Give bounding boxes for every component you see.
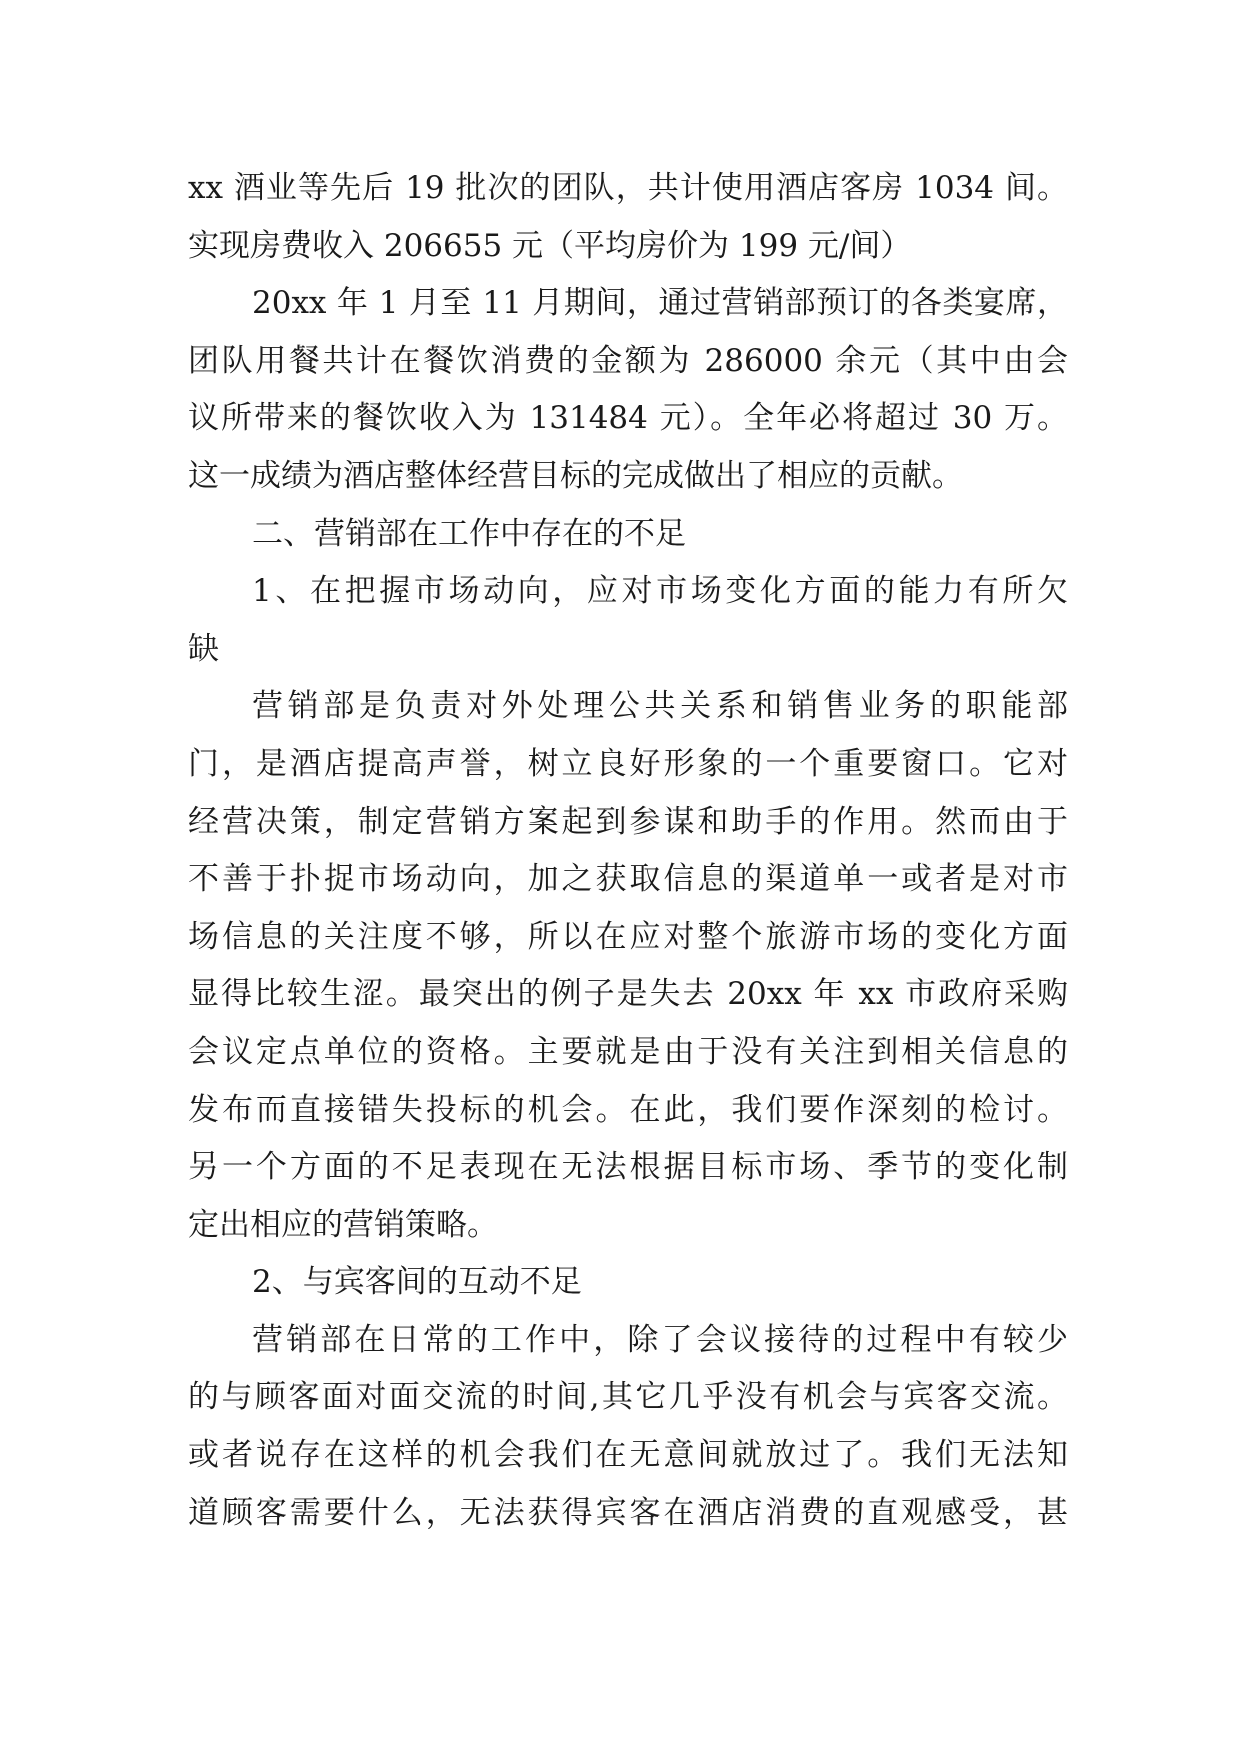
text-line: 另一个方面的不足表现在无法根据目标市场、季节的变化制 bbox=[188, 1149, 1068, 1186]
text-line: 或者说存在这样的机会我们在无意间就放过了。我们无法知 bbox=[188, 1437, 1068, 1474]
paragraph-start-line: 营销部是负责对外处理公共关系和销售业务的职能部 bbox=[252, 688, 1068, 725]
subsection-heading: 2、与宾客间的互动不足 bbox=[252, 1264, 582, 1301]
text-line: 会议定点单位的资格。主要就是由于没有关注到相关信息的 bbox=[188, 1033, 1068, 1070]
text-line: 显得比较生涩。最突出的例子是失去 20xx 年 xx 市政府采购 bbox=[188, 976, 1068, 1013]
text-line: 发布而直接错失投标的机会。在此，我们要作深刻的检讨。 bbox=[188, 1091, 1068, 1128]
section-heading: 二、营销部在工作中存在的不足 bbox=[252, 515, 686, 552]
text-line: 团队用餐共计在餐饮消费的金额为 286000 余元（其中由会 bbox=[188, 342, 1068, 379]
text-line: 议所带来的餐饮收入为 131484 元）。全年必将超过 30 万。 bbox=[188, 400, 1068, 437]
text-line: 场信息的关注度不够，所以在应对整个旅游市场的变化方面 bbox=[188, 918, 1068, 955]
text-line: 门，是酒店提高声誉，树立良好形象的一个重要窗口。它对 bbox=[188, 745, 1068, 782]
document-body bbox=[188, 160, 1068, 1542]
text-line: 不善于扑捉市场动向，加之获取信息的渠道单一或者是对市 bbox=[188, 861, 1068, 898]
paragraph-start-line: 20xx 年 1 月至 11 月期间，通过营销部预订的各类宴席， bbox=[252, 285, 1068, 322]
text-line: 的与顾客面对面交流的时间,其它几乎没有机会与宾客交流。 bbox=[188, 1379, 1068, 1416]
text-line: 定出相应的营销策略。 bbox=[188, 1206, 498, 1243]
text-line: 这一成绩为酒店整体经营目标的完成做出了相应的贡献。 bbox=[188, 457, 963, 494]
subsection-heading: 1、在把握市场动向，应对市场变化方面的能力有所欠 bbox=[252, 573, 1068, 610]
text-line: xx 酒业等先后 19 批次的团队，共计使用酒店客房 1034 间。 bbox=[188, 170, 1068, 206]
text-line: 经营决策，制定营销方案起到参谋和助手的作用。然而由于 bbox=[188, 803, 1068, 840]
text-line: 实现房费收入 206655 元（平均房价为 199 元/间） bbox=[188, 227, 912, 264]
paragraph-start-line: 营销部在日常的工作中，除了会议接待的过程中有较少 bbox=[252, 1321, 1068, 1358]
subsection-heading-continuation: 缺 bbox=[188, 630, 219, 667]
text-line: 道顾客需要什么，无法获得宾客在酒店消费的直观感受，甚 bbox=[188, 1494, 1068, 1531]
